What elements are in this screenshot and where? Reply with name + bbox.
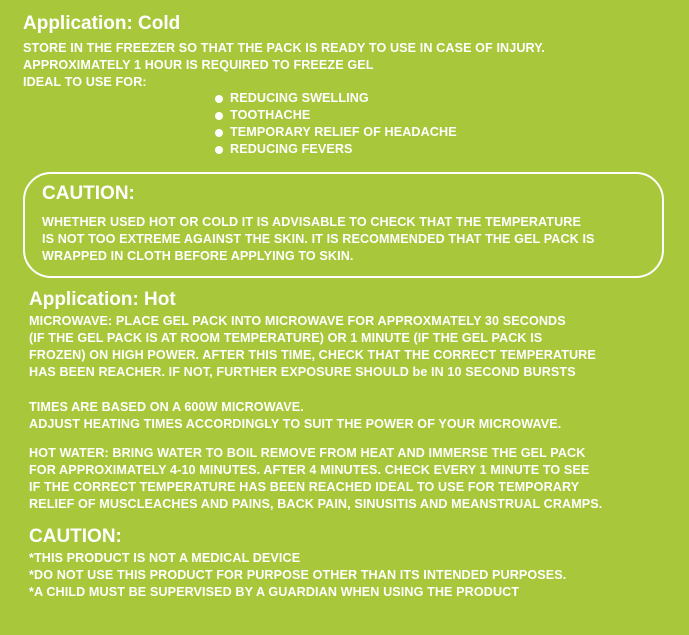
bullet-dot-icon bbox=[215, 146, 223, 154]
hot-line: TIMES ARE BASED ON A 600W MICROWAVE. bbox=[29, 400, 304, 414]
caution-line: *DO NOT USE THIS PRODUCT FOR PURPOSE OTHER THAN ITS INTENDED PURPOSES. bbox=[29, 568, 567, 582]
hot-times-text bbox=[29, 399, 561, 433]
cold-line: STORE IN THE FREEZER SO THAT THE PACK IS READY TO USE IN CASE OF INJURY. bbox=[23, 41, 545, 55]
hot-line: IF THE CORRECT TEMPERATURE HAS BEEN REACHED IDEAL TO USE FOR TEMPORARY bbox=[29, 480, 580, 494]
bullet-dot-icon bbox=[215, 112, 223, 120]
caution-bottom-text bbox=[29, 550, 566, 601]
caution-box-text bbox=[42, 214, 595, 265]
cold-bullet-list bbox=[215, 90, 457, 158]
cold-title: Application: Cold bbox=[23, 13, 181, 34]
hot-line: HAS BEEN REACHER. IF NOT, FURTHER EXPOSURE SHOULD be IN 10 SECOND BURSTS bbox=[29, 365, 576, 379]
cold-line: IDEAL TO USE FOR: bbox=[23, 75, 147, 89]
hot-line: FROZEN) ON HIGH POWER. AFTER THIS TIME, CHECK THAT THE CORRECT TEMPERATURE bbox=[29, 348, 596, 362]
caution-line: WHETHER USED HOT OR COLD IT IS ADVISABLE TO CHECK THAT THE TEMPERATURE bbox=[42, 215, 581, 229]
bullet-dot-icon bbox=[215, 95, 223, 103]
hot-line: HOT WATER: BRING WATER TO BOIL REMOVE FROM HEAT AND IMMERSE THE GEL PACK bbox=[29, 446, 586, 460]
caution-line: *THIS PRODUCT IS NOT A MEDICAL DEVICE bbox=[29, 551, 301, 565]
list-item: TOOTHACHE bbox=[215, 107, 457, 124]
caution-line: *A CHILD MUST BE SUPERVISED BY A GUARDIAN WHEN USING THE PRODUCT bbox=[29, 585, 520, 599]
hot-title: Application: Hot bbox=[29, 289, 176, 310]
caution-line: IS NOT TOO EXTREME AGAINST THE SKIN. IT IS RECOMMENDED THAT THE GEL PACK IS bbox=[42, 232, 595, 246]
caution-bottom-title: CAUTION: bbox=[29, 526, 122, 547]
hot-line: ADJUST HEATING TIMES ACCORDINGLY TO SUIT THE POWER OF YOUR MICROWAVE. bbox=[29, 417, 562, 431]
list-item: REDUCING FEVERS bbox=[215, 141, 457, 158]
bullet-dot-icon bbox=[215, 129, 223, 137]
hot-line: FOR APPROXIMATELY 4-10 MINUTES. AFTER 4 MINUTES. CHECK EVERY 1 MINUTE TO SEE bbox=[29, 463, 590, 477]
caution-box-title: CAUTION: bbox=[42, 183, 135, 204]
list-item: REDUCING SWELLING bbox=[215, 90, 457, 107]
caution-line: WRAPPED IN CLOTH BEFORE APPLYING TO SKIN. bbox=[42, 249, 354, 263]
cold-line: APPROXIMATELY 1 HOUR IS REQUIRED TO FREEZE GEL bbox=[23, 58, 374, 72]
hot-line: MICROWAVE: PLACE GEL PACK INTO MICROWAVE FOR APPROXMATELY 30 SECONDS bbox=[29, 314, 566, 328]
hot-water-text bbox=[29, 445, 602, 513]
cold-text bbox=[23, 40, 545, 91]
hot-line: (IF THE GEL PACK IS AT ROOM TEMPERATURE) OR 1 MINUTE (IF THE GEL PACK IS bbox=[29, 331, 543, 345]
hot-microwave-text bbox=[29, 313, 596, 381]
list-item: TEMPORARY RELIEF OF HEADACHE bbox=[215, 124, 457, 141]
hot-line: RELIEF OF MUSCLEACHES AND PAINS, BACK PAIN, SINUSITIS AND MEANSTRUAL CRAMPS. bbox=[29, 497, 603, 511]
